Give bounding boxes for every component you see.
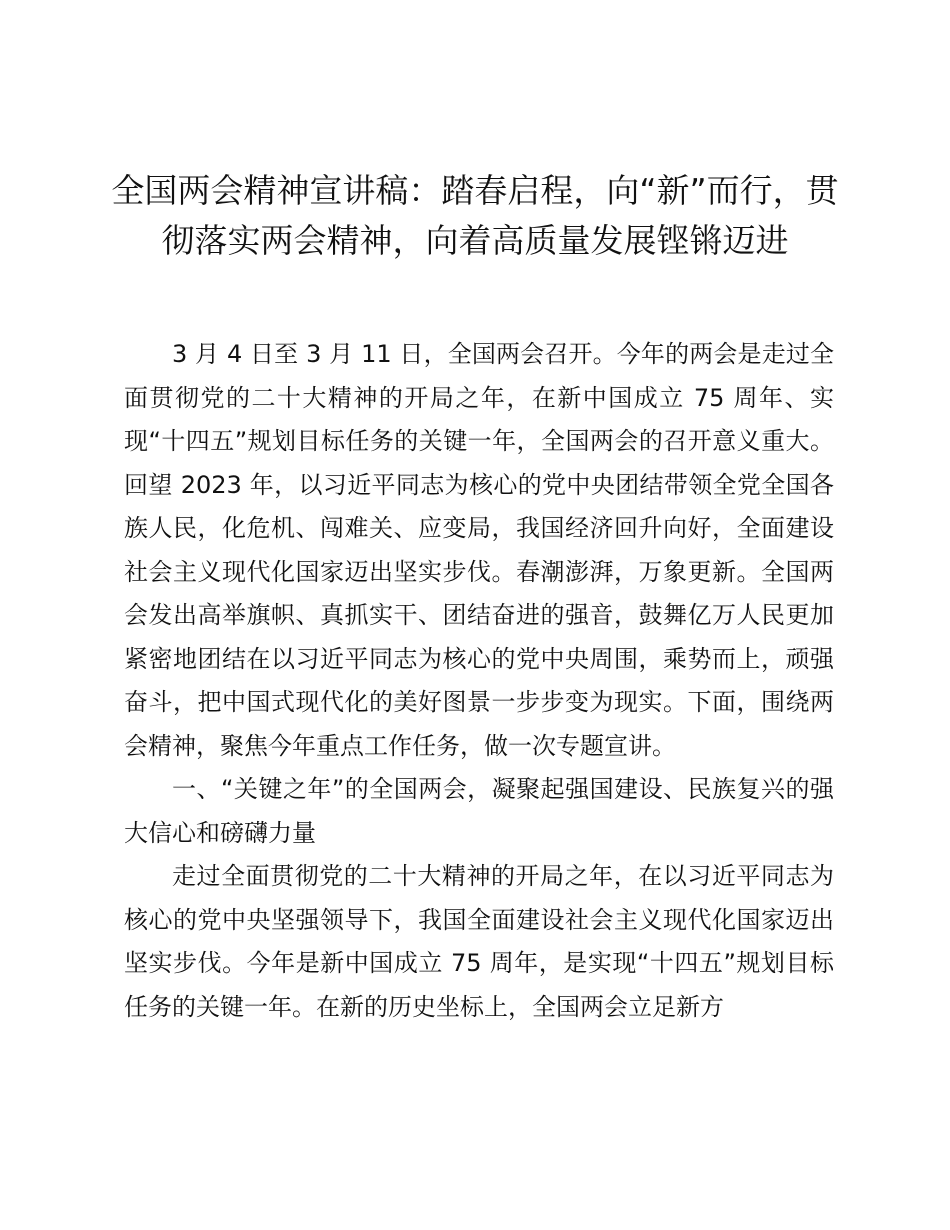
- paragraph-intro: 3 月 4 日至 3 月 11 日，全国两会召开。今年的两会是走过全面贯彻党的二十大精神的开局之年，在新中国成立 75 周年、实现“十四五”规划目标任务的关键一年，全国两会的召开意义重大。回望 2023 年，以习近平同志为核心的党中央团结带领全党全国各族人民，化危机、闯难关、应变局，我国经济回升向好，全面建设社会主义现代化国家迈出坚实步伐。春潮澎湃，万象更新。全国两会发出高举旗帜、真抓实干、团结奋进的强音，鼓舞亿万人民更加紧密地团结在以习近平同志为核心的党中央周围，乘势而上，顽强奋斗，把中国式现代化的美好图景一步步变为现实。下面，围绕两会精神，聚焦今年重点工作任务，做一次专题宣讲。: [124, 340, 834, 760]
- document-body: [124, 333, 834, 1029]
- document-title: 全国两会精神宣讲稿：踏春启程，向“新”而行，贯彻落实两会精神，向着高质量发展铿锵迈进: [111, 171, 839, 260]
- paragraph-section-1: 走过全面贯彻党的二十大精神的开局之年，在以习近平同志为核心的党中央坚强领导下，我国全面建设社会主义现代化国家迈出坚实步伐。今年是新中国成立 75 周年，是实现“十四五”规划目标任务的关键一年。在新的历史坐标上，全国两会立足新方: [124, 862, 834, 1021]
- section-heading-1: 一、“关键之年”的全国两会，凝聚起强国建设、民族复兴的强大信心和磅礴力量: [124, 775, 834, 847]
